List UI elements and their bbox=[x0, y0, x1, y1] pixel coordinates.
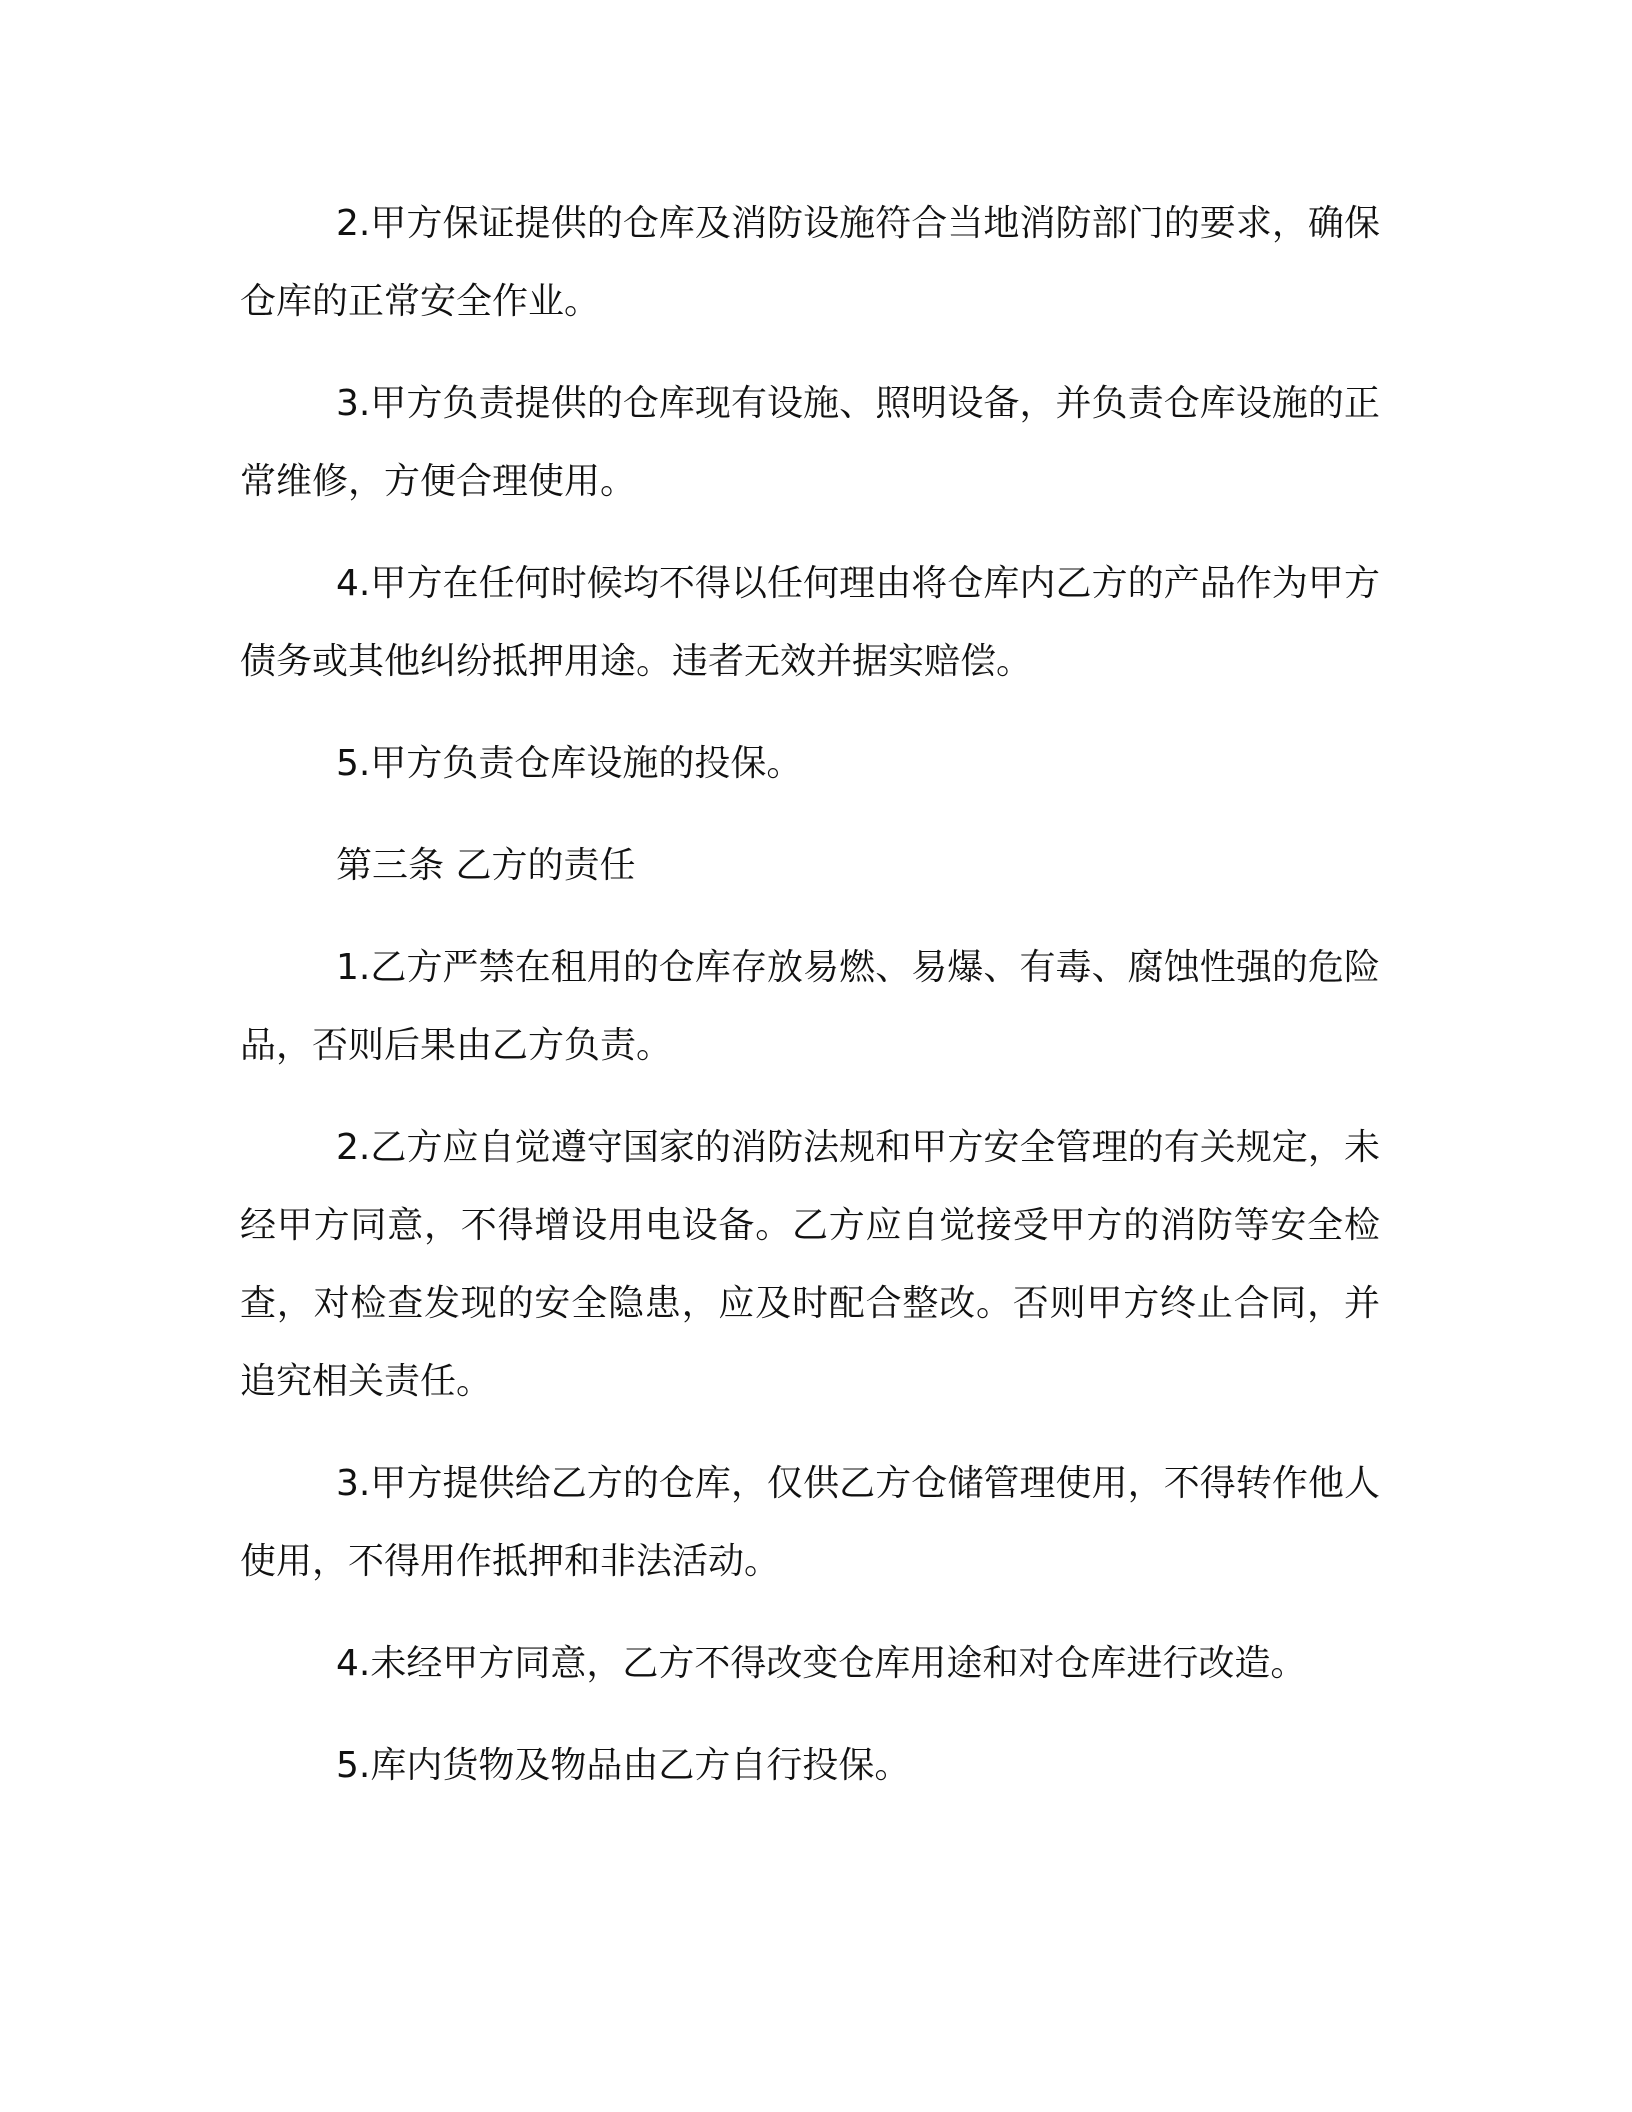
clause-party-b-item-4: 4.未经甲方同意，乙方不得改变仓库用途和对仓库进行改造。 bbox=[336, 1643, 1307, 1684]
clause-party-b-item-2: 2.乙方应自觉遵守国家的消防法规和甲方安全管理的有关规定，未经甲方同意，不得增设用电设备。乙方应自觉接受甲方的消防等安全检查，对检查发现的安全隐患，应及时配合整改。否则甲方终止合同，并追究相关责任。 bbox=[240, 1127, 1380, 1402]
document-body bbox=[240, 185, 1380, 1829]
clause-party-b-item-1: 1.乙方严禁在租用的仓库存放易燃、易爆、有毒、腐蚀性强的危险品，否则后果由乙方负责。 bbox=[240, 947, 1380, 1066]
clause-party-b-item-5: 5.库内货物及物品由乙方自行投保。 bbox=[336, 1745, 911, 1786]
clause-party-a-item-5: 5.甲方负责仓库设施的投保。 bbox=[336, 743, 803, 784]
clause-party-b-item-3: 3.甲方提供给乙方的仓库，仅供乙方仓储管理使用，不得转作他人使用，不得用作抵押和非法活动。 bbox=[240, 1463, 1380, 1582]
clause-party-a-item-4: 4.甲方在任何时候均不得以任何理由将仓库内乙方的产品作为甲方债务或其他纠纷抵押用途。违者无效并据实赔偿。 bbox=[240, 563, 1380, 682]
section-heading-article-3: 第三条 乙方的责任 bbox=[336, 845, 636, 886]
clause-party-a-item-3: 3.甲方负责提供的仓库现有设施、照明设备，并负责仓库设施的正常维修，方便合理使用。 bbox=[240, 383, 1380, 502]
clause-party-a-item-2: 2.甲方保证提供的仓库及消防设施符合当地消防部门的要求，确保仓库的正常安全作业。 bbox=[240, 203, 1380, 322]
